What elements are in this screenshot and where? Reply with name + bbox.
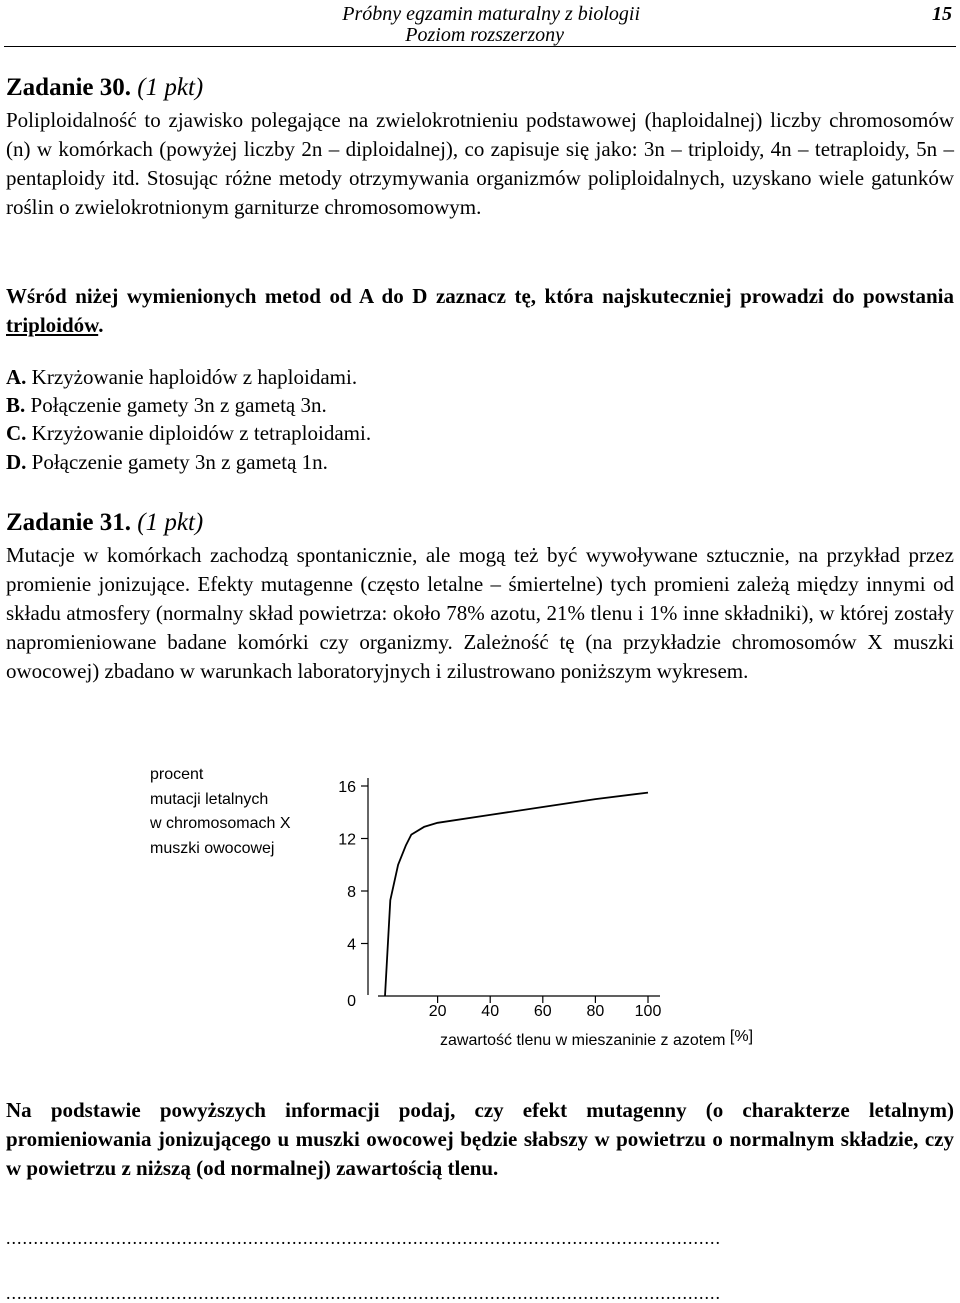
y-tick-label: 4 [347,936,356,954]
task30-heading [6,73,203,103]
option-text: Krzyżowanie diploidów z tetraploidami. [31,421,372,445]
y-tick-label: 16 [338,779,356,796]
task31-points: (1 pkt) [137,509,204,536]
option-text: Połączenie gamety 3n z gametą 1n. [31,450,328,474]
xlabel-text: zawartość tlenu w mieszaninie z azotem [440,1032,726,1049]
option-letter: C. [6,421,27,445]
task31-question: Na podstawie powyższych informacji podaj, czy efekt mutagenny (o charakterze letalnym) promieniowania jonizującego u muszki owocowej będzie słabszy w powietrzu o normalnym składzie, czy w powietrzu z niższą (od normalnej) zawartością tlenu. [6,1098,954,1180]
task30-option-d[interactable] [6,449,328,476]
page-number: 15 [932,3,952,25]
x-tick-label: 100 [634,1003,662,1020]
task30-question-underlined: triploidów [6,313,99,337]
task30-points: (1 pkt) [137,74,204,101]
header-subtitle: Poziom rozszerzony [405,24,564,46]
task30-title: Zadanie 30. [6,74,132,101]
x-tick-label: 40 [481,1003,500,1020]
answer-line-1[interactable]: .................................................................................................................................. [6,1228,721,1248]
ylabel-line: mutacji letalnych [150,790,269,808]
x-tick-label: 80 [586,1003,605,1020]
task30-option-c[interactable] [6,420,371,447]
option-text: Krzyżowanie haploidów z haploidami. [31,365,358,389]
chart-xlabel [440,1028,754,1051]
task31-heading [6,508,203,538]
option-letter: A. [6,365,27,389]
header-title: Próbny egzamin maturalny z biologii [342,3,640,25]
task30-question [6,282,954,340]
task30-question-post: . [98,313,104,337]
series-line [385,793,648,996]
xlabel-unit: [%] [729,1028,754,1045]
task31-intro: Mutacje w komórkach zachodzą spontanicznie, ale mogą też być wywoływane sztucznie, na przykład przez promienie jonizujące. Efekty mutagenne (często letalne – śmiertelne) tych promieni zależą między innymi od składu atmosfery (normalny skład powietrza: około 78% azotu, 21% tlenu i 1% inne składniki), w której zostały napromieniowane badane komórki czy organizmy. Zależność tę (na przykładzie chromosomów X muszki owocowej) zbadano w warunkach laboratoryjnych i zilustrowano poniższym wykresem. [6,543,954,683]
task30-intro: Poliploidalność to zjawisko polegające na zwielokrotnieniu podstawowej (haploidalnej) liczby chromosomów (n) w komórkach (powyżej liczby 2n – diploidalnej), co zapisuje się jako: 3n – triploidy, 4n – tetraploidy, 5n – pentaploidy itd. Stosując różne metody otrzymywania organizmów poliploidalnych, uzyskano wiele gatunków roślin o zwielokrotnionym garniturze chromosomowym. [6,108,954,219]
x-tick-label: 60 [533,1003,552,1020]
x-tick-label: 20 [428,1003,447,1020]
task30-option-b[interactable] [6,392,327,419]
task30-option-a[interactable] [6,364,357,391]
ylabel-line: w chromosomach X [150,815,291,832]
ylabel-line: muszki owocowej [150,839,275,857]
option-letter: B. [6,393,26,417]
y-tick-label: 8 [347,884,356,901]
option-letter: D. [6,450,27,474]
option-text: Połączenie gamety 3n z gametą 3n. [30,393,327,417]
task30-question-pre: Wśród niżej wymienionych metod od A do D zaznacz tę, która najskuteczniej prowadzi do powstania [6,284,954,308]
answer-line-2[interactable]: .................................................................................................................................. [6,1283,721,1303]
zero-label: 0 [347,993,356,1010]
ylabel-line: procent [150,766,204,783]
y-tick-label: 12 [338,831,356,849]
task31-title: Zadanie 31. [6,509,132,536]
header-divider [4,46,956,47]
chart-ylabel [150,763,291,861]
